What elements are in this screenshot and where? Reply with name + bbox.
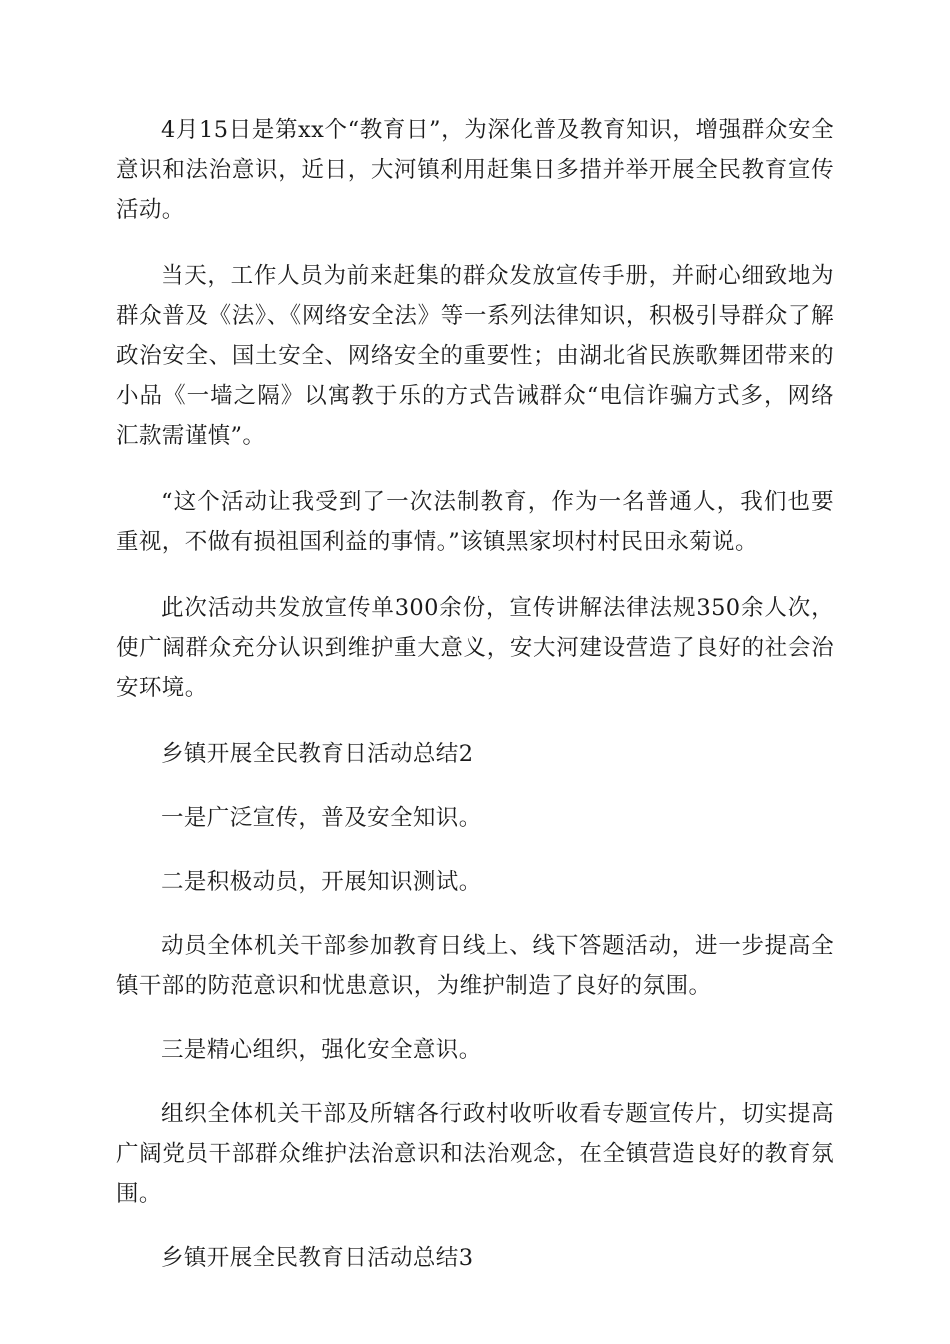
section-heading-summary-3: 乡镇开展全民教育日活动总结3 — [161, 1245, 474, 1271]
section-heading-summary-2: 乡镇开展全民教育日活动总结2 — [161, 741, 474, 767]
paragraph-point-three-detail: 组织全体机关干部及所辖各行政村收听收看专题宣传片，切实提高广阔党员干部群众维护法治意识和法治观念，在全镇营造良好的教育氛围。 — [116, 1101, 834, 1207]
point-three: 三是精心组织，强化安全意识。 — [161, 1037, 482, 1063]
point-two: 二是积极动员，开展知识测试。 — [161, 869, 482, 895]
paragraph-results: 此次活动共发放宣传单300余份，宣传讲解法律法规350余人次，使广阔群众充分认识到维护重大意义，安大河建设营造了良好的社会治安环境。 — [116, 595, 834, 701]
paragraph-activity-details: 当天，工作人员为前来赶集的群众发放宣传手册，并耐心细致地为群众普及《法》、《网络安全法》等一系列法律知识，积极引导群众了解政治安全、国土安全、网络安全的重要性；由湖北省民族歌舞团带来的小品《一墙之隔》以寓教于乐的方式告诫群众“电信诈骗方式多，网络汇款需谨慎”。 — [116, 263, 834, 449]
paragraph-villager-quote: “这个活动让我受到了一次法制教育，作为一名普通人，我们也要重视，不做有损祖国利益的事情。”该镇黑家坝村村民田永菊说。 — [116, 489, 834, 555]
paragraph-intro: 4月15日是第xx个“教育日”，为深化普及教育知识，增强群众安全意识和法治意识，近日，大河镇利用赶集日多措并举开展全民教育宣传活动。 — [116, 117, 834, 223]
document-page — [116, 110, 834, 1278]
point-one: 一是广泛宣传，普及安全知识。 — [161, 805, 482, 831]
paragraph-point-two-detail: 动员全体机关干部参加教育日线上、线下答题活动，进一步提高全镇干部的防范意识和忧患意识，为维护制造了良好的氛围。 — [116, 933, 834, 999]
